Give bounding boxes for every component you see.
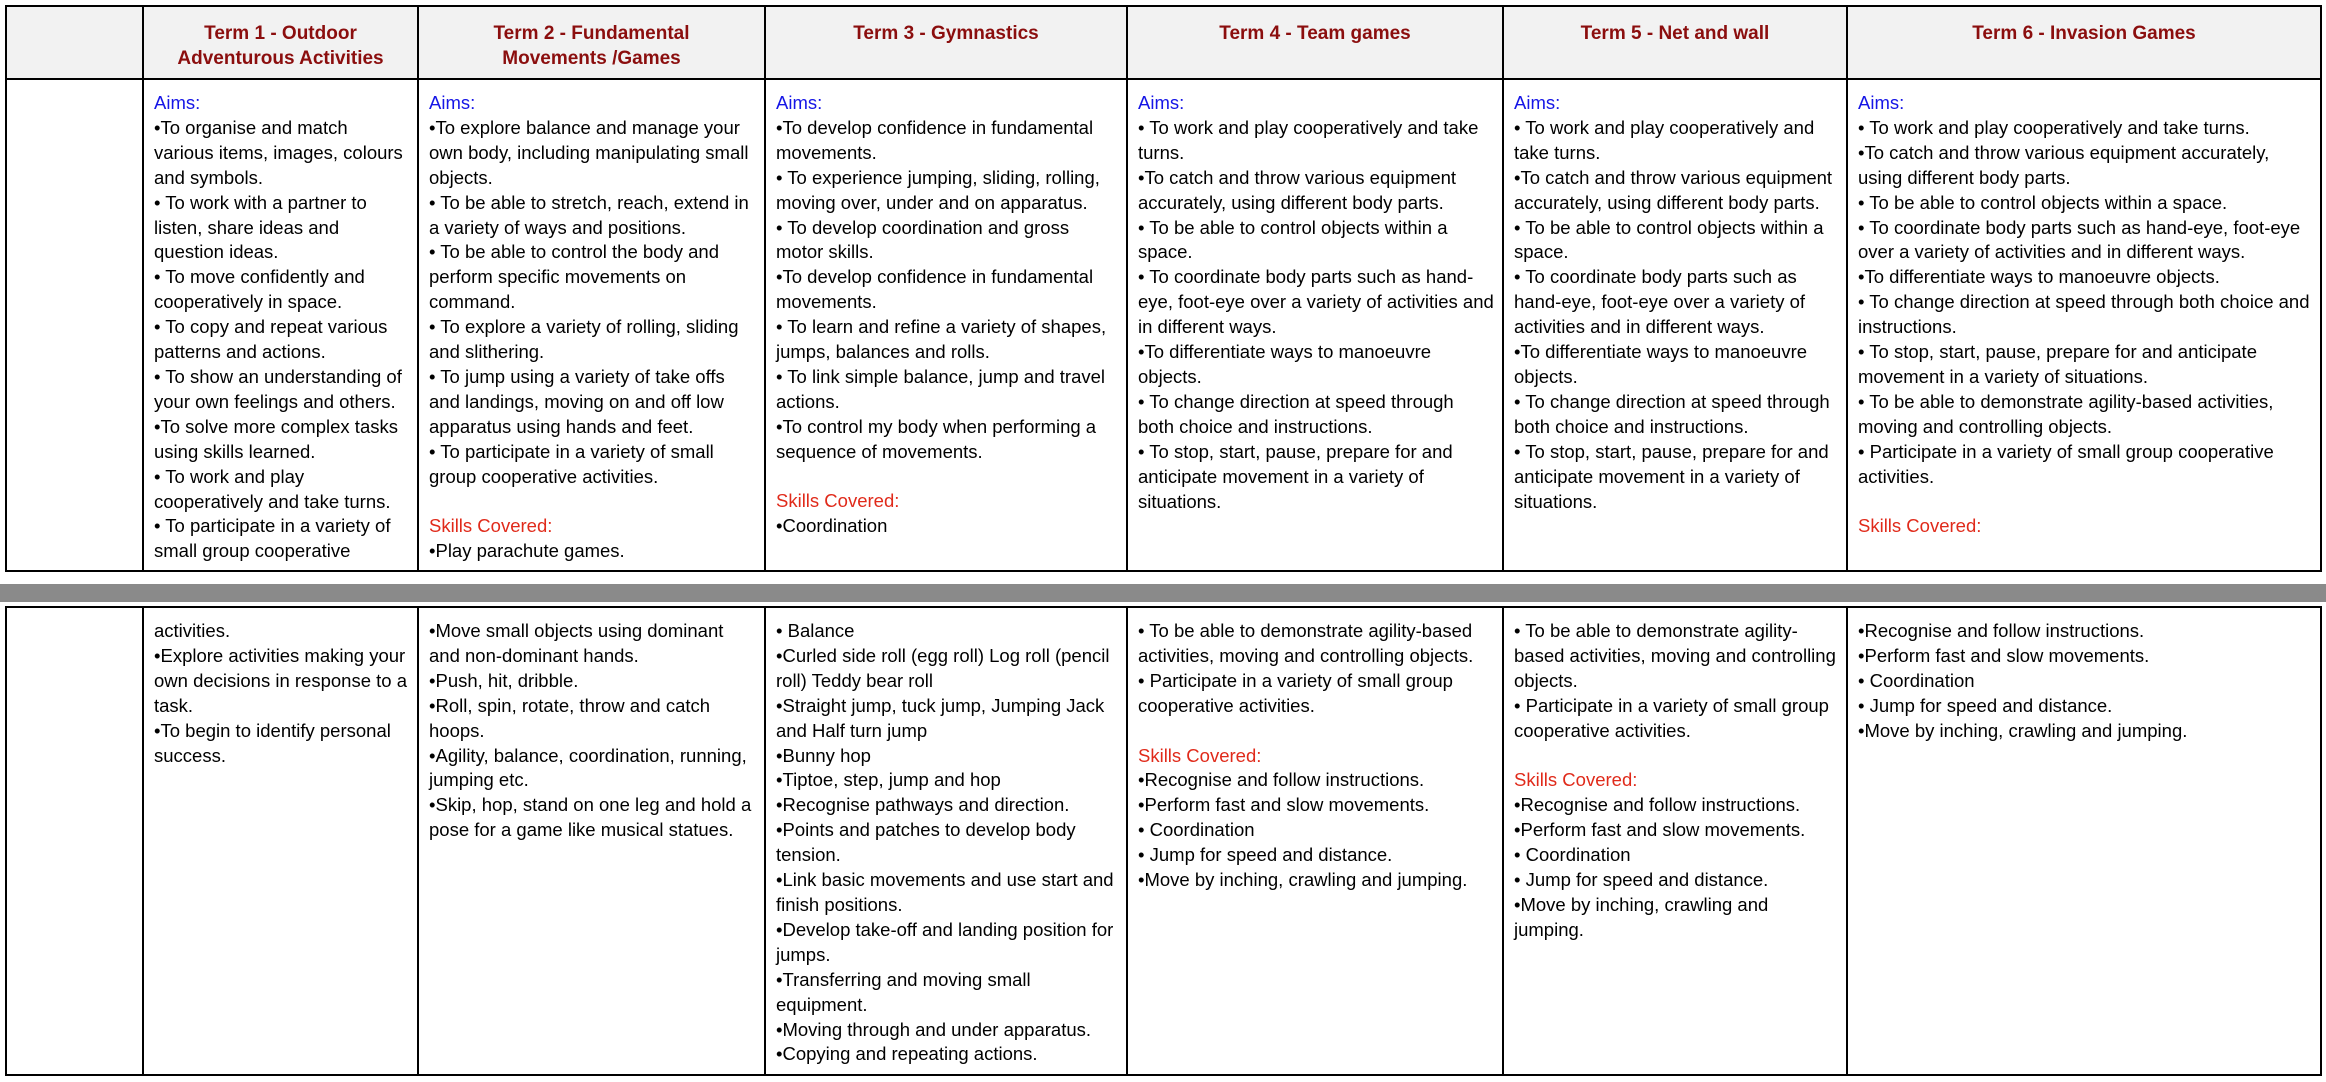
list-item: • Participate in a variety of small group cooperative activities. (1138, 669, 1453, 716)
term-3-cell (765, 79, 1127, 571)
list-item: •Coordination (776, 515, 888, 537)
term-2-cell (418, 607, 765, 1075)
skills-label: Skills Covered: (1138, 744, 1262, 766)
aims-label: Aims: (1514, 92, 1561, 113)
list-item: •Perform fast and slow movements. (1514, 819, 1806, 841)
list-item: •Develop take-off and landing position for jumps. (776, 918, 1114, 965)
list-item: • To work and play cooperatively and take turns. (1858, 116, 2250, 138)
list-item: •To catch and throw various equipment accurately, using different body parts. (1858, 141, 2270, 188)
aims-label: Aims: (1858, 92, 1905, 113)
list-item: • To participate in a variety of small group cooperative (154, 515, 391, 562)
skills-label: Skills Covered: (429, 515, 553, 537)
term-2-cell (418, 79, 765, 571)
term-6-cell (1847, 607, 2321, 1075)
page-break-band (0, 584, 2326, 602)
list-item: • To stop, start, pause, prepare for and anticipate movement in a variety of situations. (1138, 440, 1453, 512)
list-item: • To experience jumping, sliding, rolling, moving over, under and on apparatus. (776, 166, 1100, 213)
list-item: •Move by inching, crawling and jumping. (1514, 893, 1769, 940)
skills-label: Skills Covered: (1858, 515, 1982, 537)
header-term-3: Term 3 - Gymnastics (765, 6, 1127, 79)
row-label-cell (6, 607, 143, 1075)
content-row (6, 607, 2321, 1075)
skills-label: Skills Covered: (776, 490, 900, 512)
list-item: • To be able to demonstrate agility-based activities, moving and controlling objects. (1858, 390, 2274, 437)
list-item: •Moving through and under apparatus. (776, 1018, 1092, 1040)
list-item: •To differentiate ways to manoeuvre objects. (1858, 266, 2220, 288)
list-item: •Tiptoe, step, jump and hop (776, 769, 1001, 791)
list-item: • To coordinate body parts such as hand-eye, foot-eye over a variety of activities and in different ways. (1138, 266, 1494, 338)
list-item: • Jump for speed and distance. (1858, 694, 2113, 716)
list-item: •Points and patches to develop body tension. (776, 819, 1076, 866)
list-item: •Link basic movements and use start and finish positions. (776, 869, 1114, 915)
row-label-cell (6, 79, 143, 571)
header-blank-cell (6, 6, 143, 79)
list-item: •Curled side roll (egg roll) Log roll (pencil roll) Teddy bear roll (776, 644, 1110, 691)
aims-label: Aims: (429, 92, 476, 113)
aims-label: Aims: (154, 92, 201, 113)
list-item: • To work and play cooperatively and take turns. (1514, 116, 1815, 163)
content-row (6, 79, 2321, 571)
list-item: •Push, hit, dribble. (429, 669, 579, 691)
list-item: • Balance (776, 620, 855, 641)
list-item: •Roll, spin, rotate, throw and catch hoops. (429, 694, 711, 741)
list-item: •Bunny hop (776, 744, 871, 766)
list-item: •Play parachute games. (429, 540, 625, 562)
curriculum-table-page-2 (5, 606, 2322, 1076)
header-row (6, 6, 2321, 79)
term-5-cell (1503, 79, 1847, 571)
list-item: •To develop confidence in fundamental movements. (776, 266, 1094, 313)
list-item: •Explore activities making your own decisions in response to a task. (154, 644, 407, 716)
list-item: • To stop, start, pause, prepare for and anticipate movement in a variety of situations. (1514, 440, 1829, 512)
header-term-4: Term 4 - Team games (1127, 6, 1503, 79)
list-item: •Agility, balance, coordination, running, jumping etc. (429, 744, 747, 791)
list-item: •To differentiate ways to manoeuvre objects. (1514, 341, 1808, 387)
list-item: • Jump for speed and distance. (1138, 844, 1393, 866)
curriculum-table-page-1 (5, 5, 2322, 572)
list-item: • To show an understanding of your own feelings and others. (154, 365, 402, 412)
list-item: • To participate in a variety of small group cooperative activities. (429, 440, 714, 487)
term-5-cell (1503, 607, 1847, 1075)
list-item: •Recognise and follow instructions. (1514, 794, 1801, 816)
term-4-cell (1127, 79, 1503, 571)
skills-label: Skills Covered: (1514, 769, 1638, 791)
list-item: •To explore balance and manage your own body, including manipulating small objects. (429, 116, 749, 188)
term-6-cell (1847, 79, 2321, 571)
list-item: • Coordination (1514, 844, 1631, 866)
list-item: • To work and play cooperatively and take turns. (154, 465, 391, 512)
list-item: • Participate in a variety of small group cooperative activities. (1858, 440, 2274, 487)
list-item: • To be able to demonstrate agility-based activities, moving and controlling objects. (1514, 620, 1836, 691)
header-term-2: Term 2 - Fundamental Movements /Games (418, 6, 765, 79)
list-item: • To be able to control objects within a space. (1514, 216, 1824, 263)
list-item: •To control my body when performing a sequence of movements. (776, 415, 1097, 462)
aims-label: Aims: (776, 92, 823, 113)
term-4-cell (1127, 607, 1503, 1075)
list-item: •Recognise and follow instructions. (1858, 620, 2145, 641)
list-item: •Move by inching, crawling and jumping. (1138, 869, 1468, 891)
term-1-cell (143, 79, 418, 571)
list-item: • Jump for speed and distance. (1514, 869, 1769, 891)
list-item: • To learn and refine a variety of shapes, jumps, balances and rolls. (776, 316, 1107, 363)
list-item: • To copy and repeat various patterns and actions. (154, 316, 388, 363)
list-item: •To catch and throw various equipment accurately, using different body parts. (1138, 166, 1457, 213)
list-item: •Perform fast and slow movements. (1138, 794, 1430, 816)
list-item: • To be able to demonstrate agility-based activities, moving and controlling objects. (1138, 620, 1474, 666)
list-item: •To differentiate ways to manoeuvre objects. (1138, 341, 1432, 387)
list-item: • To move confidently and cooperatively in space. (154, 266, 365, 313)
list-item: •Skip, hop, stand on one leg and hold a pose for a game like musical statues. (429, 794, 752, 841)
list-item: • To jump using a variety of take offs and landings, moving on and off low apparatus using hands and feet. (429, 365, 725, 437)
list-item: •To catch and throw various equipment accurately, using different body parts. (1514, 166, 1833, 213)
list-item: • To link simple balance, jump and travel actions. (776, 365, 1106, 412)
list-item: •Straight jump, tuck jump, Jumping Jack and Half turn jump (776, 694, 1105, 741)
list-item: • To explore a variety of rolling, sliding and slithering. (429, 316, 739, 363)
list-item: •Transferring and moving small equipment. (776, 968, 1031, 1015)
list-item: •Recognise and follow instructions. (1138, 769, 1425, 791)
aims-label: Aims: (1138, 92, 1185, 113)
list-item: • To coordinate body parts such as hand-eye, foot-eye over a variety of activities and in different ways. (1514, 266, 1806, 338)
list-item: • To be able to control objects within a space. (1858, 191, 2228, 213)
list-item: • To change direction at speed through both choice and instructions. (1858, 291, 2310, 338)
list-item: • To be able to control the body and perform specific movements on command. (429, 241, 720, 313)
list-item: •Move by inching, crawling and jumping. (1858, 719, 2188, 741)
list-item: •Copying and repeating actions. (776, 1043, 1038, 1065)
list-item: •To solve more complex tasks using skills learned. (154, 415, 398, 462)
list-item: • Coordination (1138, 819, 1255, 841)
list-item: •Move small objects using dominant and non-dominant hands. (429, 620, 724, 666)
list-item: •Recognise pathways and direction. (776, 794, 1070, 816)
header-term-6: Term 6 - Invasion Games (1847, 6, 2321, 79)
list-item: • To change direction at speed through both choice and instructions. (1514, 390, 1830, 437)
list-item: • To coordinate body parts such as hand-eye, foot-eye over a variety of activities and in different ways. (1858, 216, 2301, 263)
list-item: • To change direction at speed through both choice and instructions. (1138, 390, 1454, 437)
list-item: •To develop confidence in fundamental movements. (776, 116, 1094, 163)
list-item: • Coordination (1858, 669, 1975, 691)
list-item: •To begin to identify personal success. (154, 719, 391, 766)
list-item: • To stop, start, pause, prepare for and anticipate movement in a variety of situations. (1858, 341, 2257, 387)
list-item: • To work and play cooperatively and take turns. (1138, 116, 1479, 163)
list-item: • To develop coordination and gross motor skills. (776, 216, 1070, 263)
header-term-1: Term 1 - Outdoor Adventurous Activities (143, 6, 418, 79)
list-item: • To be able to stretch, reach, extend in a variety of ways and positions. (429, 191, 749, 238)
list-item: • Participate in a variety of small group cooperative activities. (1514, 694, 1829, 741)
list-item: activities. (154, 620, 231, 641)
term-1-cell (143, 607, 418, 1075)
list-item: • To work with a partner to listen, share ideas and question ideas. (154, 191, 367, 263)
list-item: • To be able to control objects within a space. (1138, 216, 1448, 263)
list-item: •To organise and match various items, images, colours and symbols. (154, 116, 403, 188)
list-item: •Perform fast and slow movements. (1858, 644, 2150, 666)
term-3-cell (765, 607, 1127, 1075)
header-term-5: Term 5 - Net and wall (1503, 6, 1847, 79)
